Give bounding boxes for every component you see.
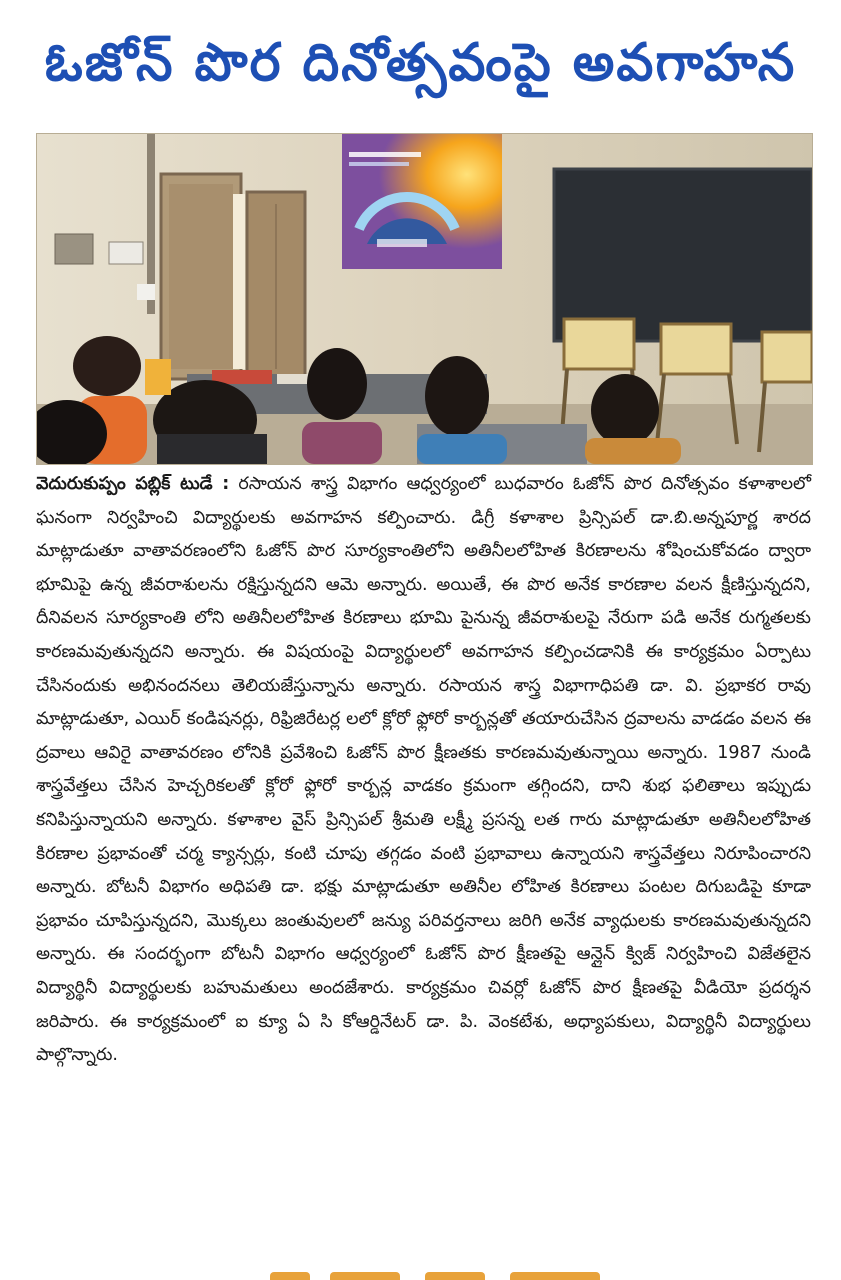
headline: ఓజోన్ పొర దినోత్సవంపై అవగాహన (44, 33, 797, 93)
article-body (36, 468, 811, 1073)
next-headline-fragment (0, 1268, 841, 1280)
article-text: రసాయన శాస్త్ర విభాగం ఆధ్వర్యంలో బుధవారం ఓజోన్ పొర దినోత్సవం కళాశాలలో ఘనంగా నిర్వహించి విద్యార్థులకు అవగాహన కల్పించారు. డిగ్రీ కళాశాల ప్రిన్సిపల్ డా.బి.అన్నపూర్ణ శారద మాట్లాడుతూ వాతావరణంలోని ఓజోన్ పొర సూర్యకాంతిలోని అతినీలలోహిత కిరణాలను శోషించుకోవడం ద్వారా భూమిపై ఉన్న జీవరాశులను రక్షిస్తున్నదని ఆమె అన్నారు. అయితే, ఈ పొర అనేక కారణాల వలన క్షీణిస్తున్నదని, దీనివలన సూర్యకాంతి లోని అతినీలలోహిత కిరణాలు భూమి పైనున్న జీవరాశులపై నేరుగా పడి అనేక రుగ్మతలకు కారణమవుతున్నదని అన్నారు. ఈ విషయంపై విద్యార్థులలో అవగాహన కల్పించడానికి ఈ కార్యక్రమం ఏర్పాటు చేసినందుకు అభినందనలు తెలియజేస్తున్నాను అన్నారు. రసాయన శాస్త్ర విభాగాధిపతి డా. వి. ప్రభాకర రావు మాట్లాడుతూ, ఎయిర్ కండిషనర్లు, రిఫ్రిజిరేటర్ల లలో క్లోరో ఫ్లోరో కార్బన్లతో తయారుచేసిన ద్రవాలను వాడడం వలన ఈ ద్రవాలు ఆవిరై వాతావరణం లోనికి ప్రవేశించి ఓజోన్ పొర క్షీణతకు కారణమవుతున్నాయి అన్నారు. 1987 నుండి శాస్త్రవేత్తలు చేసిన హెచ్చరికలతో క్లోరో ఫ్లోరో కార్బన్ల వాడకం క్రమంగా తగ్గిందని, దాని శుభ ఫలితాలు ఇప్పుడు కనిపిస్తున్నాయని అన్నారు. కళాశాల వైస్ ప్రిన్సిపల్ శ్రీమతి లక్ష్మీ ప్రసన్న లత గారు మాట్లాడుతూ అతినీలలోహిత కిరణాల ప్రభావంతో చర్మ క్యాన్సర్లు, కంటి చూపు తగ్గడం వంటి ప్రభావాలు ఉన్నాయని శాస్త్రవేత్తలు నిరూపించారని అన్నారు. బోటనీ విభాగం అధిపతి డా. భక్షు మాట్లాడుతూ అతినీల లోహిత కిరణాలు పంటల దిగుబడిపై కూడా ప్రభావం చూపిస్తున్నదని, మొక్కలు జంతువులలో జన్యు పరివర్తనాలు జరిగి అనేక వ్యాధులకు కారణమవుతున్నదని అన్నారు. ఈ సందర్భంగా బోటనీ విభాగం ఆధ్వర్యంలో ఓజోన్ పొర క్షీణతపై ఆన్లైన్ క్విజ్ నిర్వహించి విజేతలైన విద్యార్థినీ విద్యార్థులకు బహుమతులు అందజేశారు. కార్యక్రమం చివర్లో ఓజోన్ పొర క్షీణతపై వీడియో ప్రదర్శన జరిపారు. ఈ కార్యక్రమంలో ఐ క్యూ ఏ సి కోఆర్డినేటర్ డా. పి. వెంకటేశు, అధ్యాపకులు, విద్యార్థినీ విద్యార్థులు పాల్గొన్నారు. (36, 474, 811, 1066)
article-dateline: వెదురుకుప్పం పబ్లిక్ టుడే : (36, 474, 230, 494)
news-photo (36, 133, 813, 465)
